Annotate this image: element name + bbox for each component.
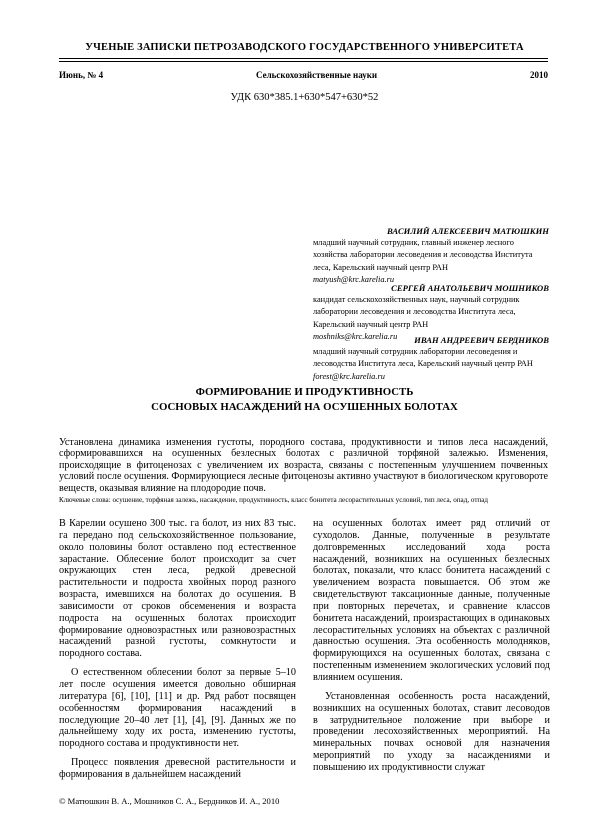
author-name: СЕРГЕЙ АНАТОЛЬЕВИЧ МОШНИКОВ [391, 283, 549, 293]
author-name: ВАСИЛИЙ АЛЕКСЕЕВИЧ МАТЮШКИН [387, 226, 549, 236]
author-affiliation: младший научный сотрудник, главный инженер лесного хозяйства лаборатории лесоведения и лесоводства Института леса, Карельский научный центр РАН [313, 238, 533, 272]
author-email[interactable]: forest@krc.karelia.ru [313, 371, 385, 381]
author-affiliation: кандидат сельскохозяйственных наук, научный сотрудник лаборатории лесоведения и лесоводства Института леса, Карельский научный центр РАН [313, 295, 520, 329]
journal-title: УЧЕНЫЕ ЗАПИСКИ ПЕТРОЗАВОДСКОГО ГОСУДАРСТВЕННОГО УНИВЕРСИТЕТА [85, 42, 524, 53]
issue-number: Июнь, № 4 [59, 70, 104, 80]
body-paragraph: Процесс появления древесной растительности и формирования в дальнейшем насаждений [59, 757, 296, 780]
body-paragraph: Установленная особенность роста насаждений, возникших на осушенных болотах, ставит лесоводов в затруднительное положение при выборе и проведении лесохозяйственных мероприятий. На минеральных почвах основой для назначения мероприятий по уходу за насаждениями и повышению их продуктивности служат [313, 690, 550, 773]
article-title-line: ФОРМИРОВАНИЕ И ПРОДУКТИВНОСТЬ [195, 386, 414, 398]
author-email[interactable]: moshniks@krc.karelia.ru [313, 331, 398, 341]
author-email[interactable]: matyush@krc.karelia.ru [313, 274, 395, 284]
author-affiliation: младший научный сотрудник лаборатории лесоведения и лесоводства Института леса, Карельский научный центр РАН [313, 347, 533, 369]
body-column-right [313, 518, 550, 774]
issue-row [59, 70, 548, 80]
author-block [313, 225, 549, 286]
author-name: ИВАН АНДРЕЕВИЧ БЕРДНИКОВ [414, 335, 549, 345]
article-title-line: СОСНОВЫХ НАСАЖДЕНИЙ НА ОСУШЕННЫХ БОЛОТАХ [151, 401, 458, 413]
article-title [0, 385, 609, 415]
body-column-left [59, 518, 296, 781]
issue-year: 2010 [530, 70, 548, 80]
body-paragraph: В Карелии осушено 300 тыс. га болот, из них 83 тыс. га передано под сельскохозяйственное пользование, около половины болот оставлено под естественное зарастание. Облесение болот происходит за счет окружающих стен леса, редкой древесной растительности и подроста хвойных пород разного возраста, имевшихся на болотах до осушения. В зависимости от сроков обсеменения и возраста подроста на осушенных болотах происходит формирование одновозрастных или разновозрастных насаждений разной густоты, сомкнутости и породного состава. [59, 518, 296, 660]
header-rule-top [59, 58, 548, 59]
udk-code: УДК 630*385.1+630*547+630*52 [230, 92, 379, 103]
journal-section: Сельскохозяйственные науки [256, 70, 378, 80]
body-paragraph: на осушенных болотах имеет ряд отличий от суходолов. Данные, полученные в результате долговременных исследований хода роста насаждений, возникших на осушенных безлесных болотах, показали, что класс бонитета насаждений с увеличением возраста повышается. Об этом же свидетельствуют таксационные данные, полученные при повторных перечетах, и сравнение классов бонитета насаждений, произрастающих в одинаковых лесорастительных условиях на объектах с различной давностью осушения. Эта особенность молодняков, формирующихся на осушенных болотах, связана с постепенным изменением экологических условий под влиянием осушения. [313, 518, 550, 683]
abstract: Установлена динамика изменения густоты, породного состава, продуктивности и типов леса насаждений, сформировавшихся на осушенных безлесных болотах с различной торфяной залежью. Изменения, происходящие в фитоценозах с увеличением их возраста, связаны с постепенным улучшением почвенных условий после осушения. Формирующиеся лесные фитоценозы активно участвуют в биологическом круговороте веществ, оказывая влияние на плодородие почв. [59, 437, 548, 494]
author-block [313, 334, 549, 383]
header-rule-bottom [59, 61, 548, 62]
copyright-notice: © Матюшкин В. А., Мошников С. А., Бердников И. А., 2010 [59, 796, 280, 806]
body-paragraph: О естественном облесении болот за первые 5–10 лет после осушения имеется довольно обширная литература [6], [10], [11] и др. Ряд работ посвящен особенностям формирования насаждений в последующие 20–40 лет [1], [4], [9]. Данных же по дальнейшему ходу их роста, изменению густоты, породного состава и продуктивности нет. [59, 667, 296, 750]
keywords: Ключевые слова: осушение, торфяная залежь, насаждение, продуктивность, класс бонитета лесорастительных условий, тип леса, опад, отпад [59, 496, 488, 504]
